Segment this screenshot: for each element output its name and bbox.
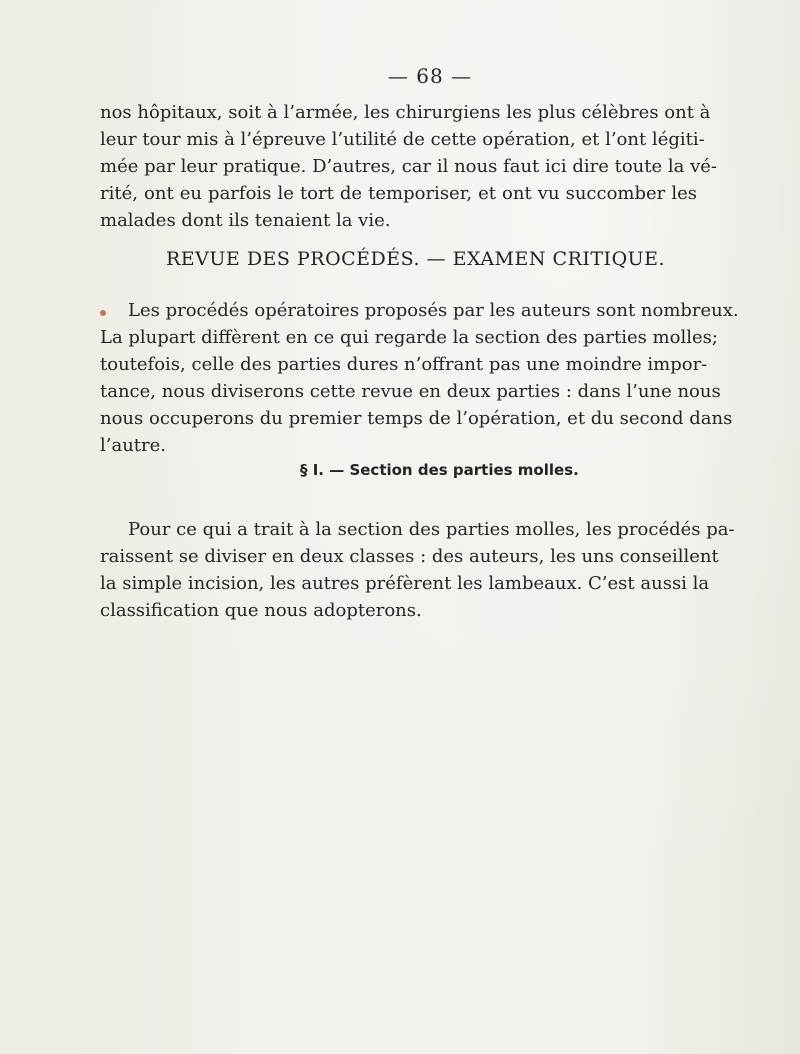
text-line: l’autre. xyxy=(100,435,167,456)
text-line: nous occuperons du premier temps de l’opération, et du second dans xyxy=(100,408,733,429)
text-line: mée par leur pratique. D’autres, car il nous faut ici dire toute la vé- xyxy=(100,156,717,177)
text-line: tance, nous diviserons cette revue en deux parties : dans l’une nous xyxy=(100,381,721,402)
text-line: toutefois, celle des parties dures n’offrant pas une moindre impor- xyxy=(100,354,708,375)
section-heading: REVUE DES PROCÉDÉS. — EXAMEN CRITIQUE. xyxy=(166,248,666,270)
text-line: rité, ont eu parfois le tort de temporiser, et ont vu succomber les xyxy=(100,183,697,204)
paragraph-3 xyxy=(100,516,735,624)
paragraph-2 xyxy=(100,297,739,459)
text-line: raissent se diviser en deux classes : des auteurs, les uns conseillent xyxy=(100,546,719,567)
text-line: la simple incision, les autres préfèrent les lambeaux. C’est aussi la xyxy=(100,573,710,594)
text-line: La plupart diffèrent en ce qui regarde la section des parties molles; xyxy=(100,327,718,348)
text-line: leur tour mis à l’épreuve l’utilité de cette opération, et l’ont légiti- xyxy=(100,129,705,150)
text-line: nos hôpitaux, soit à l’armée, les chirurgiens les plus célèbres ont à xyxy=(100,102,711,123)
paragraph-1 xyxy=(100,99,717,234)
text-line: Pour ce qui a trait à la section des parties molles, les procédés pa- xyxy=(128,519,735,540)
text-line: classification que nous adopterons. xyxy=(100,600,422,621)
page-number: — 68 — xyxy=(387,64,473,88)
text-line: Les procédés opératoires proposés par les auteurs sont nombreux. xyxy=(128,300,739,321)
text-line: malades dont ils tenaient la vie. xyxy=(100,210,391,231)
sub-heading: § I. — Section des parties molles. xyxy=(300,461,579,479)
